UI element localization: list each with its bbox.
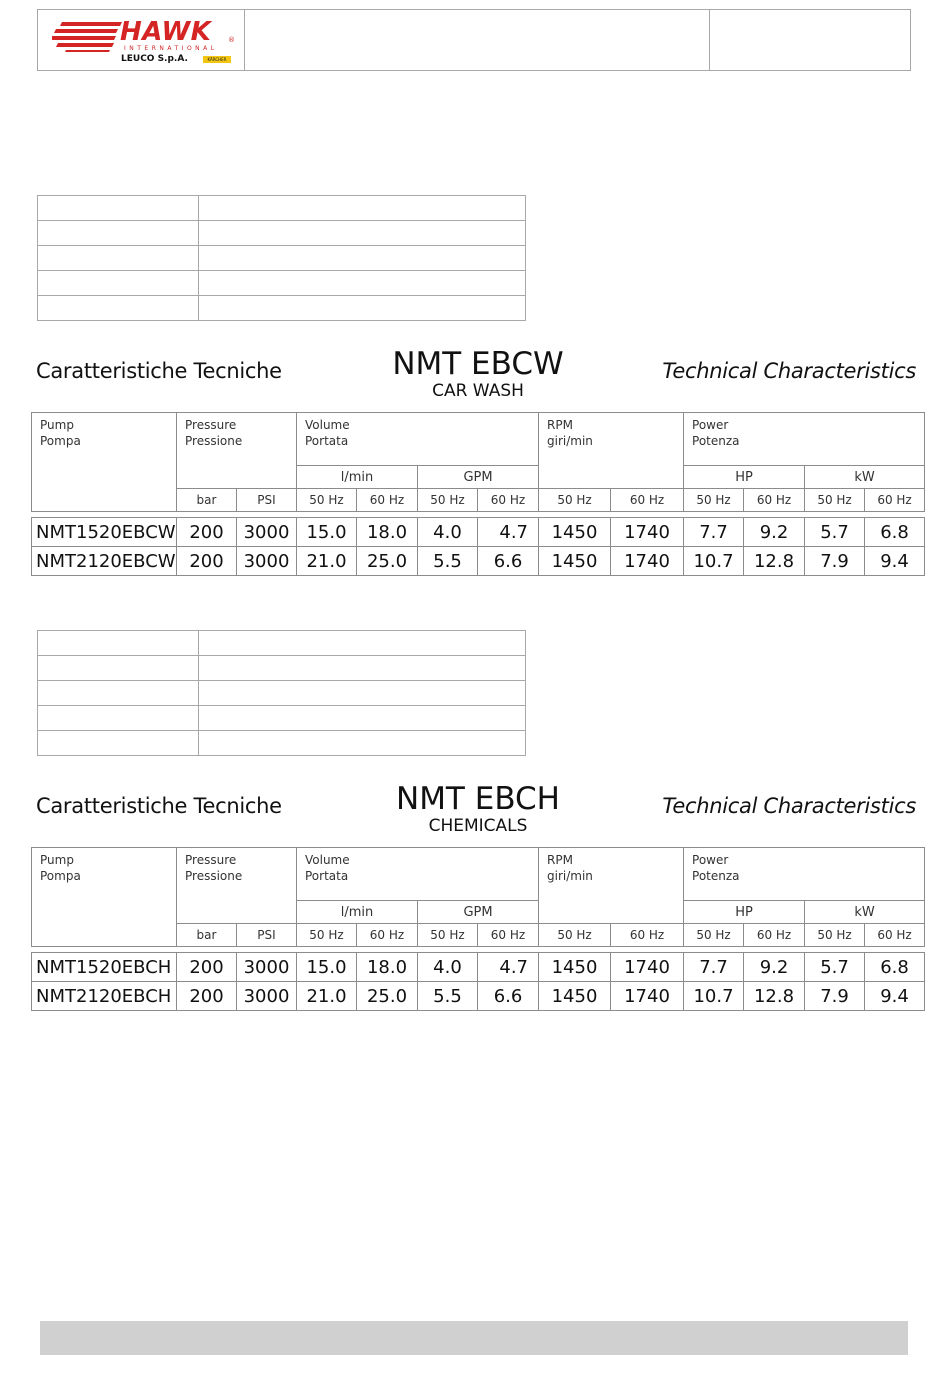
header-pressure-it: Pressione — [185, 434, 243, 448]
header-rpm — [539, 413, 684, 489]
hz-50: 50 Hz — [539, 924, 611, 947]
header-pump — [32, 848, 177, 947]
spec-table — [31, 412, 925, 576]
cell-kw-50: 7.9 — [805, 547, 865, 576]
header-power — [684, 413, 925, 466]
hz-50: 50 Hz — [539, 489, 611, 512]
section-model-subtitle: CAR WASH — [432, 381, 524, 401]
cell-gpm-50: 5.5 — [418, 547, 478, 576]
header-pump-en: Pump — [40, 853, 74, 867]
cell-gpm-50: 4.0 — [418, 953, 478, 982]
section-model-title: NMT EBCW — [392, 346, 564, 382]
cell-model: NMT2120EBCH — [32, 982, 177, 1011]
section-model-title: NMT EBCH — [396, 781, 560, 817]
cell-rpm-60: 1740 — [611, 953, 684, 982]
cell-gpm-60: 6.6 — [478, 982, 539, 1011]
unit-lmin: l/min — [297, 901, 418, 924]
header-pump — [32, 413, 177, 512]
cell-lmin-50: 21.0 — [297, 547, 357, 576]
cell-rpm-60: 1740 — [611, 547, 684, 576]
header-rpm — [539, 848, 684, 924]
section-title-left: Caratteristiche Tecniche — [36, 794, 282, 818]
logo-company: LEUCO S.p.A. — [121, 54, 188, 64]
hz-50: 50 Hz — [297, 924, 357, 947]
cell-hp-60: 9.2 — [744, 518, 805, 547]
hz-50: 50 Hz — [684, 924, 744, 947]
logo-brand: HAWK — [120, 17, 212, 47]
header-pump-it: Pompa — [40, 869, 81, 883]
unit-bar: bar — [177, 924, 237, 947]
header-volume-en: Volume — [305, 418, 350, 432]
hz-50: 50 Hz — [805, 924, 865, 947]
cell-kw-60: 6.8 — [865, 953, 925, 982]
cell-lmin-50: 15.0 — [297, 953, 357, 982]
cell-psi: 3000 — [237, 518, 297, 547]
hz-60: 60 Hz — [357, 489, 418, 512]
cell-lmin-50: 21.0 — [297, 982, 357, 1011]
cell-psi: 3000 — [237, 982, 297, 1011]
hz-60: 60 Hz — [865, 924, 925, 947]
hz-60: 60 Hz — [611, 924, 684, 947]
hz-60: 60 Hz — [865, 489, 925, 512]
header-power-it: Potenza — [692, 869, 740, 883]
unit-psi: PSI — [237, 924, 297, 947]
hz-60: 60 Hz — [744, 489, 805, 512]
table-row — [32, 547, 925, 576]
hz-60: 60 Hz — [744, 924, 805, 947]
unit-hp: HP — [684, 466, 805, 489]
header-rpm-en: RPM — [547, 853, 573, 867]
spec-table — [31, 847, 925, 1011]
cell-psi: 3000 — [237, 953, 297, 982]
page-footer — [40, 1321, 908, 1355]
cell-rpm-50: 1450 — [539, 982, 611, 1011]
unit-gpm: GPM — [418, 466, 539, 489]
cell-model: NMT1520EBCW — [32, 518, 177, 547]
hz-50: 50 Hz — [684, 489, 744, 512]
table-row — [32, 953, 925, 982]
hawk-logo — [52, 17, 237, 65]
cell-lmin-50: 15.0 — [297, 518, 357, 547]
logo-subtitle: INTERNATIONAL — [124, 45, 218, 52]
unit-hp: HP — [684, 901, 805, 924]
header-divider — [244, 10, 245, 70]
cell-model: NMT2120EBCW — [32, 547, 177, 576]
header-volume-it: Portata — [305, 434, 349, 448]
header-power-en: Power — [692, 418, 729, 432]
info-grid — [37, 195, 526, 321]
cell-rpm-50: 1450 — [539, 518, 611, 547]
cell-rpm-50: 1450 — [539, 547, 611, 576]
unit-bar: bar — [177, 489, 237, 512]
section-title-right: Technical Characteristics — [662, 359, 916, 383]
cell-lmin-60: 25.0 — [357, 982, 418, 1011]
table-row — [32, 518, 925, 547]
partner-badge: KÄRCHER — [203, 56, 231, 63]
cell-hp-50: 7.7 — [684, 953, 744, 982]
header-pressure — [177, 413, 297, 489]
header-power-it: Potenza — [692, 434, 740, 448]
header-rpm-it: giri/min — [547, 869, 593, 883]
page-header — [37, 9, 911, 71]
cell-kw-50: 5.7 — [805, 953, 865, 982]
header-power — [684, 848, 925, 901]
cell-kw-60: 9.4 — [865, 547, 925, 576]
header-volume-it: Portata — [305, 869, 349, 883]
cell-lmin-60: 18.0 — [357, 518, 418, 547]
hz-60: 60 Hz — [357, 924, 418, 947]
cell-hp-60: 9.2 — [744, 953, 805, 982]
unit-kw: kW — [805, 901, 925, 924]
info-grid — [37, 630, 526, 756]
hz-50: 50 Hz — [297, 489, 357, 512]
cell-hp-50: 7.7 — [684, 518, 744, 547]
cell-bar: 200 — [177, 547, 237, 576]
cell-kw-60: 9.4 — [865, 982, 925, 1011]
header-volume — [297, 848, 539, 901]
unit-lmin: l/min — [297, 466, 418, 489]
cell-hp-50: 10.7 — [684, 982, 744, 1011]
unit-gpm: GPM — [418, 901, 539, 924]
hz-60: 60 Hz — [478, 924, 539, 947]
cell-model: NMT1520EBCH — [32, 953, 177, 982]
table-row — [32, 982, 925, 1011]
cell-kw-50: 7.9 — [805, 982, 865, 1011]
cell-gpm-50: 5.5 — [418, 982, 478, 1011]
cell-rpm-50: 1450 — [539, 953, 611, 982]
cell-psi: 3000 — [237, 547, 297, 576]
cell-hp-50: 10.7 — [684, 547, 744, 576]
cell-gpm-50: 4.0 — [418, 518, 478, 547]
hz-50: 50 Hz — [418, 924, 478, 947]
cell-lmin-60: 18.0 — [357, 953, 418, 982]
unit-psi: PSI — [237, 489, 297, 512]
cell-bar: 200 — [177, 518, 237, 547]
cell-gpm-60: 4.7 — [478, 518, 539, 547]
header-pump-en: Pump — [40, 418, 74, 432]
header-rpm-it: giri/min — [547, 434, 593, 448]
section-model-subtitle: CHEMICALS — [428, 816, 528, 836]
cell-bar: 200 — [177, 953, 237, 982]
cell-rpm-60: 1740 — [611, 982, 684, 1011]
cell-gpm-60: 4.7 — [478, 953, 539, 982]
cell-hp-60: 12.8 — [744, 982, 805, 1011]
cell-rpm-60: 1740 — [611, 518, 684, 547]
header-pressure-en: Pressure — [185, 418, 237, 432]
header-pump-it: Pompa — [40, 434, 81, 448]
header-rpm-en: RPM — [547, 418, 573, 432]
header-power-en: Power — [692, 853, 729, 867]
hz-60: 60 Hz — [611, 489, 684, 512]
cell-kw-60: 6.8 — [865, 518, 925, 547]
section-title-left: Caratteristiche Tecniche — [36, 359, 282, 383]
hz-60: 60 Hz — [478, 489, 539, 512]
header-volume — [297, 413, 539, 466]
unit-kw: kW — [805, 466, 925, 489]
cell-hp-60: 12.8 — [744, 547, 805, 576]
cell-lmin-60: 25.0 — [357, 547, 418, 576]
cell-kw-50: 5.7 — [805, 518, 865, 547]
logo-stripes-icon — [52, 20, 122, 52]
header-pressure-en: Pressure — [185, 853, 237, 867]
logo-registered: ® — [228, 36, 235, 44]
section-title-right: Technical Characteristics — [662, 794, 916, 818]
header-divider — [709, 10, 710, 70]
hz-50: 50 Hz — [805, 489, 865, 512]
header-pressure — [177, 848, 297, 924]
hz-50: 50 Hz — [418, 489, 478, 512]
cell-gpm-60: 6.6 — [478, 547, 539, 576]
header-volume-en: Volume — [305, 853, 350, 867]
header-pressure-it: Pressione — [185, 869, 243, 883]
cell-bar: 200 — [177, 982, 237, 1011]
